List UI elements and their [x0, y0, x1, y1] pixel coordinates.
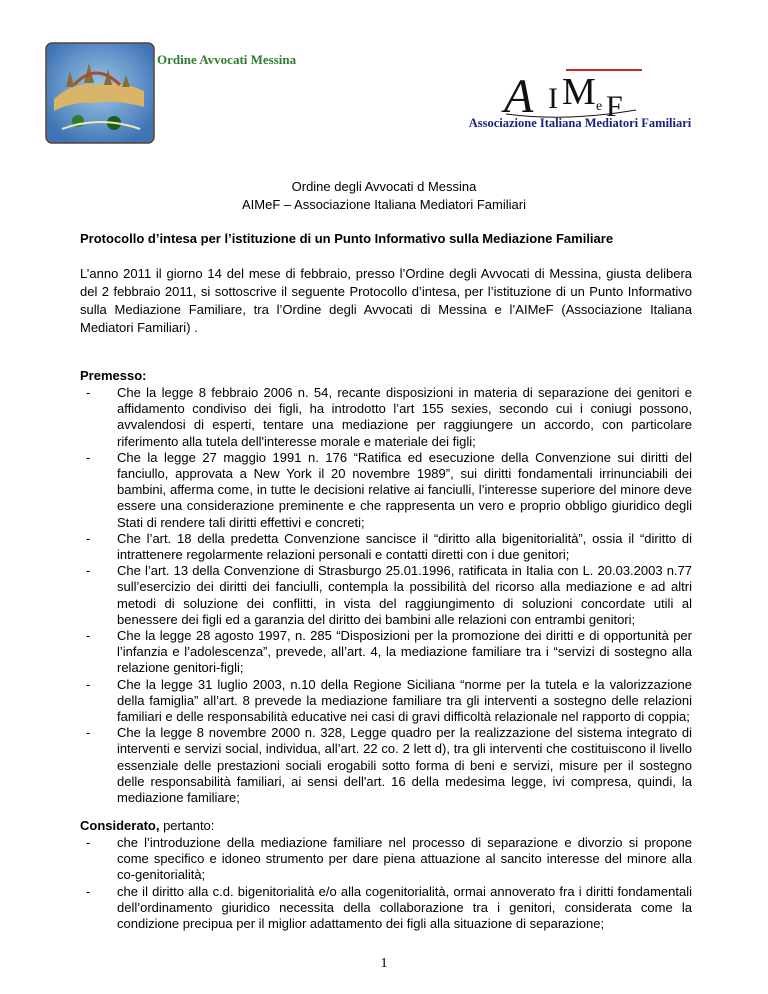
considerato-heading: Considerato, pertanto:: [80, 818, 215, 833]
page-number: 1: [380, 956, 388, 971]
list-item: - Che la legge 28 agosto 1997, n. 285 “Disposizioni per la promozione dei diritti e di opportunità per l’infanzia e l’adolescenza”, prevede, all’art. 4, la mediazione familiare tra i “servizi di sostegno alla relazione genitori-figli;: [86, 628, 692, 676]
left-organization-name: Ordine Avvocati Messina: [157, 52, 297, 67]
list-item: - Che la legge 8 febbraio 2006 n. 54, recante disposizioni in materia di separazione dei genitori e affidamento condiviso dei figli, ha introdotto l’art 155 sexies, secondo cui i coniugi possono, avvalendosi di esperti, tentare una mediazione per raggiungere un accordo, con particolare riferimento alla tutela dell'interesse morale e materiale dei figli;: [86, 385, 692, 449]
svg-text:F: F: [606, 90, 623, 122]
ordine-avvocati-logo: [44, 41, 156, 145]
right-organization-name: Associazione Italiana Mediatori Familiari: [468, 116, 692, 130]
addressee-line-2: AIMeF – Associazione Italiana Mediatori Familiari: [242, 197, 526, 212]
document-title: Protocollo d’intesa per l’istituzione di un Punto Informativo sulla Mediazione Familiare: [80, 231, 614, 246]
considerato-section: [80, 817, 692, 932]
list-item: - che l’introduzione della mediazione familiare nel processo di separazione e divorzio si propone come specifico e idoneo strumento per dare piena attuazione al sancito interesse del minore alla co-genitorialità;: [86, 835, 692, 883]
svg-text:I: I: [548, 82, 558, 115]
premesso-heading: Premesso:: [80, 368, 147, 383]
list-item: - Che l’art. 18 della predetta Convenzione sancisce il “diritto alla bigenitorialità”, ossia il “diritto di intrattenere regolarmente relazioni personali e contatti diretti con i due genitori;: [86, 530, 692, 563]
svg-text:M: M: [562, 71, 596, 113]
list-item: - Che l’art. 13 della Convenzione di Strasburgo 25.01.1996, ratificata in Italia con L. 20.03.2003 n.77 sull’esercizio dei diritti dei fanciulli, contempla la possibilità del ricorso alla mediazione e ad altri metodi di soluzione dei conflitti, in vista del raggiungimento di soluzioni concordate utili al benessere dei figli ed a garanzia del diritto dei bambini alle relazioni con entrambi genitori;: [86, 563, 692, 627]
svg-text:e: e: [596, 99, 603, 114]
list-item: - Che la legge 27 maggio 1991 n. 176 “Ratifica ed esecuzione della Convenzione sui diritti del fanciullo, approvata a New York il 20 novembre 1989”, sui diritti fondamentali irrinunciabili dei bambini, afferma come, in tutte le decisioni relative ai fanciulli, l’interesse superiore del minore deve essere una considerazione preminente e che rappresenta un vero e proprio obbligo giuridico degli Stati di rendere tali diritti effettivi e concreti;: [86, 449, 692, 530]
premesso-section: [80, 367, 692, 806]
list-item: - Che la legge 8 novembre 2000 n. 328, Legge quadro per la realizzazione del sistema integrato di interventi e servizi social, individua, all’art. 22 co. 2 lett d), tra gli interventi che costituiscono il livello essenziale delle prestazioni sociali erogabili sotto forma di beni e servizi, misure per il sostegno delle responsabilità familiari, ai sensi dell'art. 16 della medesima legge, ivi compresa, quindi, la mediazione familiare;: [86, 725, 692, 806]
intro-paragraph: L’anno 2011 il giorno 14 del mese di febbraio, presso l’Ordine degli Avvocati di Messina, giusta delibera del 2 febbraio 2011, si sottoscrive il seguente Protocollo d’intesa, per l’istituzione di un Punto Informativo sulla Mediazione Familiare, tra l’Ordine degli Avvocati di Messina e l’AIMeF (Associazione Italiana Mediatori Familiari) .: [80, 266, 692, 335]
list-item: - Che la legge 31 luglio 2003, n.10 della Regione Siciliana “norme per la tutela e la valorizzazione della famiglia” all’art. 8 prevede la mediazione familiare tra gli interventi a sostegno delle relazioni familiari e delle responsabilità educative nei casi di gravi difficoltà relazionale nel rapporto di coppia;: [86, 676, 692, 725]
list-item: - che il diritto alla c.d. bigenitorialità e/o alla cogenitorialità, ormai annoverato fra i diritti fondamentali dell’ordinamento giuridico necessita della collaborazione tra i genitori, considerata come la condizione precipua per il miglior adattamento dei figli alla situazione di separazione;: [86, 883, 692, 932]
aimef-logo-letters: A: [504, 70, 534, 122]
addressee-line-1: Ordine degli Avvocati d Messina: [291, 179, 477, 194]
aimef-logo: [496, 64, 646, 122]
addressees-block: [100, 178, 668, 214]
